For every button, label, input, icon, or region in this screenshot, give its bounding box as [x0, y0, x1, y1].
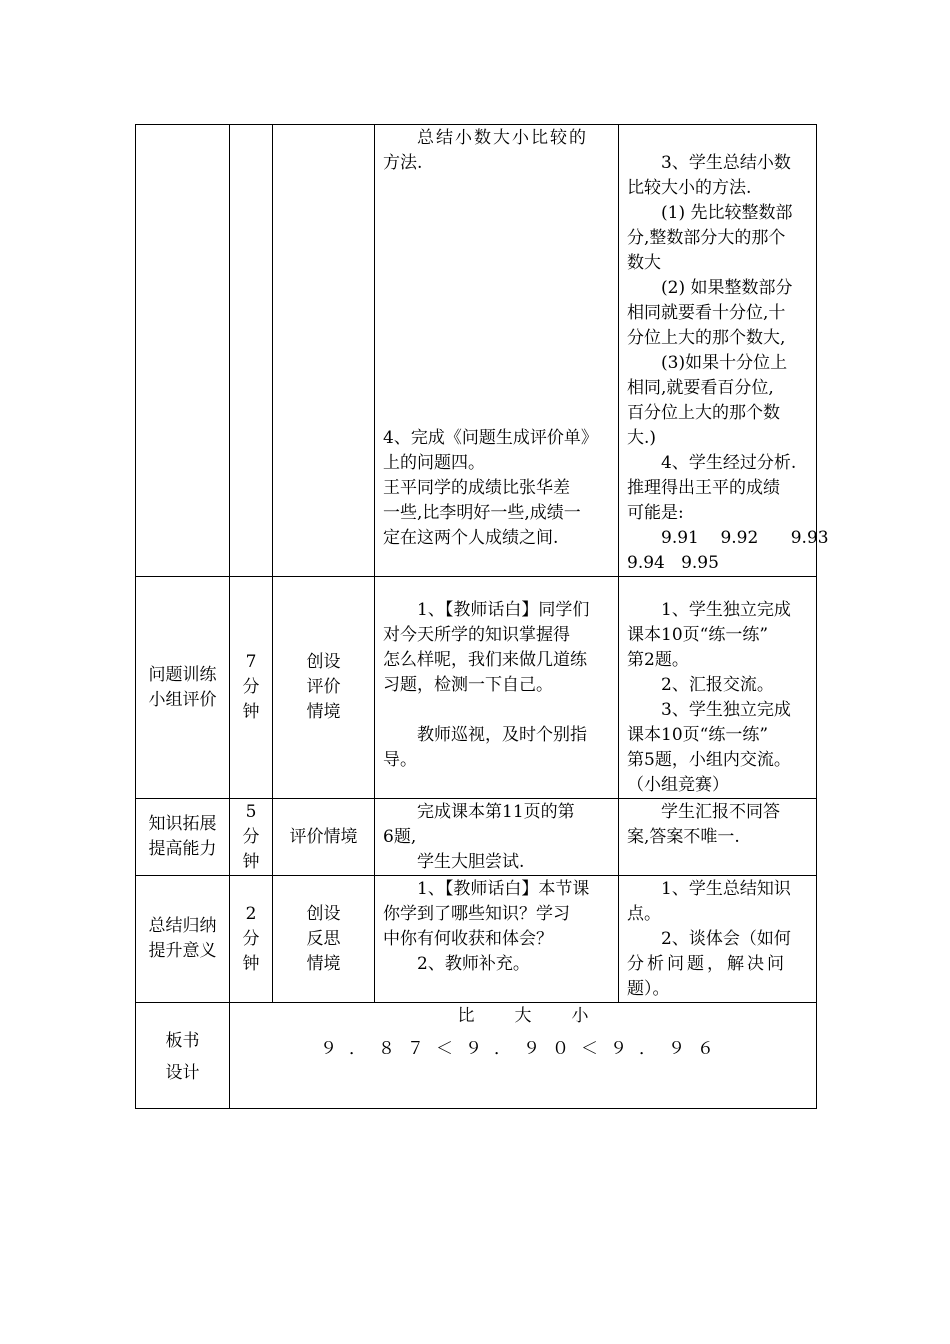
time-unit: 分 — [242, 677, 260, 697]
method-label: 反思 — [306, 928, 341, 949]
text-line: 4、学生经过分析. — [661, 453, 797, 473]
time-cell — [230, 799, 273, 876]
board-title-char: 大 — [514, 1006, 532, 1026]
time-value: 5 — [245, 801, 257, 822]
text-line: 第5题，小组内交流。 — [627, 750, 791, 770]
time-unit: 分 — [242, 928, 260, 949]
text-line: 定在这两个人成绩之间. — [383, 528, 559, 548]
text-line: 方法. — [383, 153, 423, 173]
text-line: 比较大小的方法. — [627, 178, 752, 198]
table-row — [136, 799, 817, 876]
stage-cell — [136, 577, 230, 799]
time-cell — [230, 876, 273, 1003]
text-line: 中你有何收获和体会？ — [383, 929, 553, 949]
student-activity-cell — [619, 799, 817, 876]
stage-cell — [136, 125, 230, 577]
stage-label: 问题训练 — [148, 664, 217, 685]
board-label: 设计 — [165, 1063, 200, 1083]
board-label-cell — [136, 1003, 230, 1109]
text-line: 1、【教师话白】同学们 — [417, 600, 590, 620]
table-row — [136, 1003, 817, 1109]
method-cell — [273, 125, 375, 577]
text-line: 课本10页“练一练” — [627, 625, 769, 645]
text-line: 2、汇报交流。 — [661, 675, 774, 695]
text-line: 9.91 9.92 9.93 — [661, 528, 829, 548]
text-line: 第2题。 — [627, 650, 689, 670]
teacher-activity-cell — [375, 876, 619, 1003]
text-line: 学生大胆尝试. — [417, 852, 525, 872]
stage-cell — [136, 799, 230, 876]
text-line: 2、谈体会（如何 — [661, 929, 791, 949]
method-cell — [273, 876, 375, 1003]
text-line: 对今天所学的知识掌握得 — [383, 625, 570, 645]
text-line: 相同就要看十分位,十 — [627, 303, 786, 323]
student-activity-cell — [619, 876, 817, 1003]
text-line: 上的问题四。 — [383, 453, 485, 473]
text-line: 分析问题，解决问 — [627, 954, 787, 974]
text-line: 你学到了哪些知识？学习 — [383, 904, 570, 924]
method-label: 评价 — [306, 677, 341, 697]
teacher-activity-cell — [375, 125, 619, 577]
time-unit: 钟 — [242, 702, 260, 722]
text-line: 1、【教师话白】本节课 — [417, 879, 590, 899]
text-line: 6题, — [383, 827, 417, 847]
board-label: 板书 — [165, 1031, 200, 1051]
text-line: 教师巡视，及时个别指 — [417, 725, 587, 745]
stage-label: 提高能力 — [148, 839, 217, 859]
text-line: 3、学生独立完成 — [661, 700, 791, 720]
student-activity-cell — [619, 577, 817, 799]
text-line: 怎么样呢，我们来做几道练 — [383, 650, 587, 670]
method-label: 创设 — [306, 652, 341, 672]
text-line: 可能是: — [627, 503, 684, 523]
lesson-plan-table — [135, 124, 829, 1109]
teacher-activity-cell — [375, 799, 619, 876]
text-line: 4、完成《问题生成评价单》 — [383, 428, 598, 448]
text-line: 2、教师补充。 — [417, 954, 530, 974]
time-unit: 钟 — [242, 851, 260, 872]
method-label: 情境 — [306, 953, 341, 974]
method-label: 评价情境 — [289, 826, 358, 847]
text-line: (1) 先比较整数部 — [661, 203, 793, 223]
board-title-char: 比 — [457, 1006, 475, 1026]
stage-label: 知识拓展 — [148, 814, 217, 834]
method-cell — [273, 799, 375, 876]
text-line: 课本10页“练一练” — [627, 725, 769, 745]
text-line — [383, 698, 610, 723]
text-line: 习题，检测一下自己。 — [383, 675, 553, 695]
text-line: 总结小数大小比较的 — [417, 128, 588, 148]
teacher-activity-cell — [375, 577, 619, 799]
text-line: 1、学生总结知识 — [661, 879, 791, 899]
table-row — [136, 876, 817, 1003]
text-line: 导。 — [383, 750, 417, 770]
text-line: 王平同学的成绩比张华差 — [383, 478, 570, 498]
method-cell — [273, 577, 375, 799]
text-line: 点。 — [627, 904, 661, 924]
text-line: 分,整数部分大的那个 — [627, 228, 786, 248]
method-label: 情境 — [306, 702, 341, 722]
time-cell — [230, 577, 273, 799]
table-row — [136, 577, 817, 799]
time-unit: 钟 — [242, 953, 260, 974]
board-formula: ９．８７＜９．９０＜９．９６ — [320, 1039, 726, 1059]
text-line: 完成课本第11页的第 — [417, 802, 575, 822]
text-line: 9.94 9.95 — [627, 553, 719, 573]
method-label: 创设 — [306, 903, 341, 924]
board-title — [230, 1003, 816, 1029]
stage-label: 小组评价 — [148, 689, 217, 710]
time-value: 2 — [245, 903, 257, 924]
text-line: 1、学生独立完成 — [661, 600, 791, 620]
text-line: 数大 — [627, 253, 661, 273]
text-line: 大.) — [627, 428, 657, 448]
student-activity-cell — [619, 125, 829, 577]
table-row — [136, 125, 817, 577]
text-line: 3、学生总结小数 — [661, 153, 791, 173]
time-unit: 分 — [242, 826, 260, 847]
text-line: 相同,就要看百分位, — [627, 378, 774, 398]
time-value: 7 — [245, 652, 257, 672]
stage-label: 总结归纳 — [148, 916, 217, 936]
text-line: 百分位上大的那个数 — [627, 403, 780, 423]
text-line: 一些,比李明好一些,成绩一 — [383, 503, 581, 523]
board-content-cell — [230, 1003, 817, 1109]
text-line: 学生汇报不同答 — [661, 802, 780, 822]
text-line: 分位上大的那个数大, — [627, 328, 786, 348]
time-cell — [230, 125, 273, 577]
text-line: （小组竞赛） — [627, 775, 729, 795]
text-line: 题）。 — [627, 979, 670, 999]
stage-label: 提升意义 — [148, 941, 217, 961]
text-line: 案,答案不唯一. — [627, 827, 740, 847]
stage-cell — [136, 876, 230, 1003]
text-line: (3)如果十分位上 — [661, 353, 788, 373]
text-line: (2) 如果整数部分 — [661, 278, 793, 298]
board-title-char: 小 — [571, 1006, 589, 1026]
text-line: 推理得出王平的成绩 — [627, 478, 780, 498]
